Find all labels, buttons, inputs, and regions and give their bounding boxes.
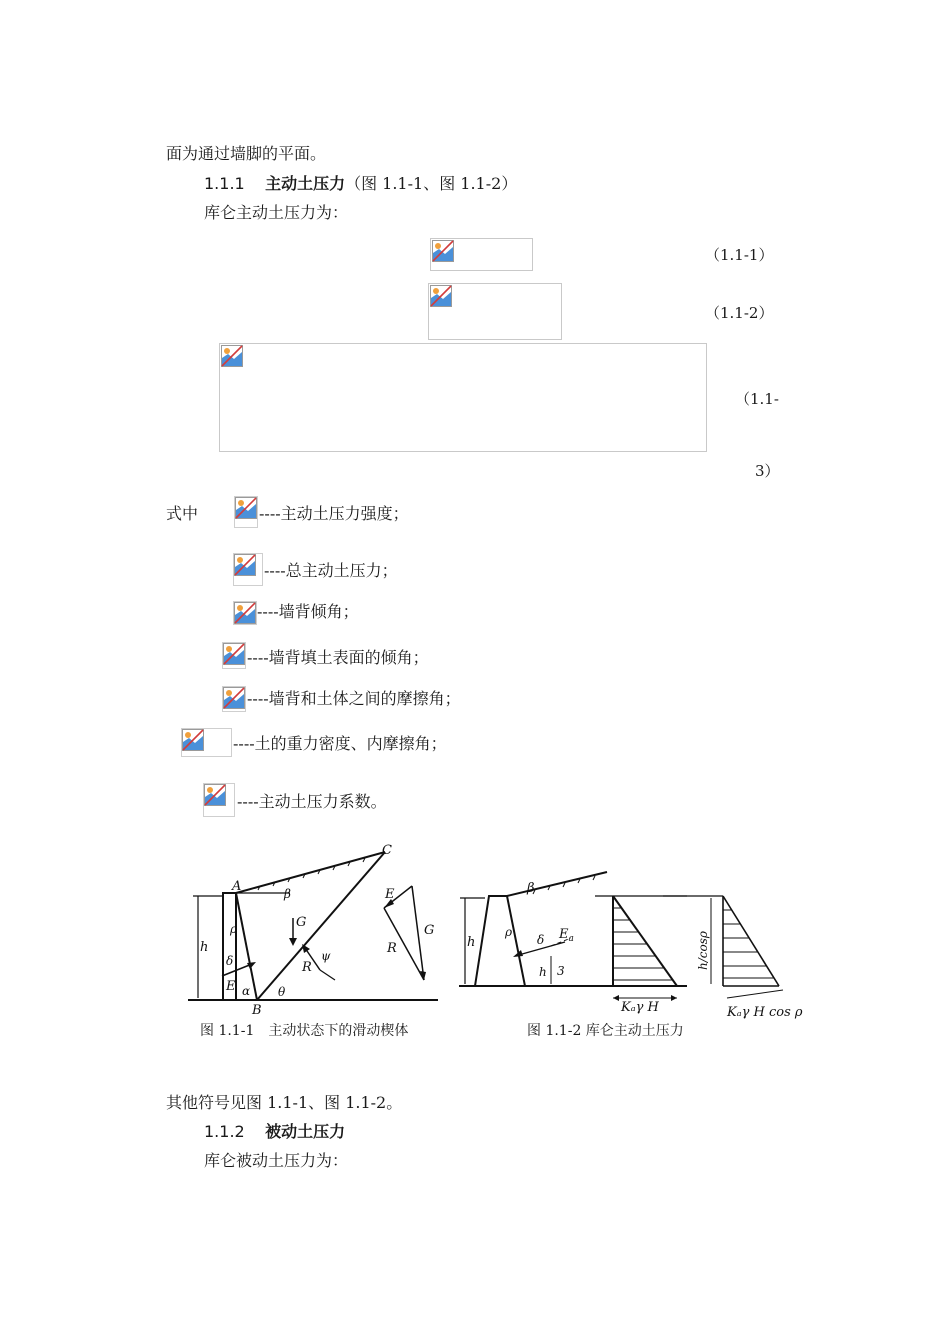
triangle-label-R: R [387,941,397,956]
equation-number-1: （1.1-1） [705,246,774,264]
definition-5: ----墙背和土体之间的摩擦角； [247,689,461,708]
label-E: E [226,979,236,994]
figure-caption-2: 图 1.1-2 库仑主动土压力 [527,1023,684,1039]
broken-image-icon [223,643,245,665]
label-beta: β [284,887,291,901]
label-C: C [382,843,392,858]
broken-image-icon [234,554,256,576]
broken-image-icon [234,602,256,624]
closing-line: 其他符号见图 1.1-1、图 1.1-2。 [166,1093,403,1112]
broken-image-icon [221,345,243,367]
equation-image-3 [219,343,707,452]
triangle-label-E: E [385,887,395,902]
section-title: 被动土压力 [265,1122,346,1141]
label-base-1: Kₐγ H [621,1000,659,1015]
label-side-2: h/cosρ [696,931,710,970]
section-number: 1.1.1 [204,174,245,193]
label-delta: δ [537,933,545,947]
figure-sliding-wedge [180,838,450,1016]
figure-caption-1: 图 1.1-1 主动状态下的滑动楔体 [200,1023,409,1039]
label-delta: δ [226,954,234,968]
broken-image-icon [430,285,452,307]
label-h-over-3: h [539,965,547,979]
label-alpha: α [242,984,251,998]
equation-number-3-end: 3） [755,462,780,480]
intro-line: 面为通过墙脚的平面。 [166,144,327,163]
label-rho: ρ [505,925,513,939]
where-label: 式中 [166,504,199,523]
label-G: G [296,915,307,930]
broken-image-icon [182,729,204,751]
section-ref: （图 1.1-1、图 1.1-2） [345,174,518,193]
triangle-label-G: G [424,923,435,938]
label-base-2: Kₐγ H cos ρ [727,1005,803,1020]
definition-4: ----墙背填土表面的倾角； [247,648,429,667]
definition-1: ----主动土压力强度； [259,504,409,523]
broken-image-icon [235,497,257,519]
equation-number-3-start: （1.1- [735,390,779,408]
section-title: 主动土压力 [265,174,346,193]
section-heading-2 [204,1122,345,1142]
label-beta: β [527,881,535,896]
label-h: h [200,940,209,955]
definition-6: ----土的重力密度、内摩擦角； [233,734,447,753]
label-psi: ψ [321,949,331,963]
label-theta: θ [278,985,286,999]
figure-coulomb-pressure [455,858,825,1020]
label-R: R [302,960,312,975]
label-h: h [467,935,476,950]
section-lead: 库仑被动土压力为： [204,1151,349,1170]
section-heading-1 [204,174,517,194]
definition-3: ----墙背倾角； [257,602,359,621]
label-three: 3 [557,964,565,978]
definition-7: ----主动土压力系数。 [237,792,387,811]
label-rho: ρ [230,922,238,936]
definition-2: ----总主动土压力； [264,561,398,580]
section-lead: 库仑主动土压力为： [204,203,349,222]
label-Ea: $E_a$ [559,927,574,944]
broken-image-icon [223,687,245,709]
label-B: B [252,1003,262,1016]
equation-image-1 [430,238,533,271]
broken-image-icon [432,240,454,262]
broken-image-icon [204,784,226,806]
equation-image-2 [428,283,562,340]
label-A: A [232,879,242,894]
equation-number-2: （1.1-2） [705,304,774,322]
section-number: 1.1.2 [204,1122,245,1141]
